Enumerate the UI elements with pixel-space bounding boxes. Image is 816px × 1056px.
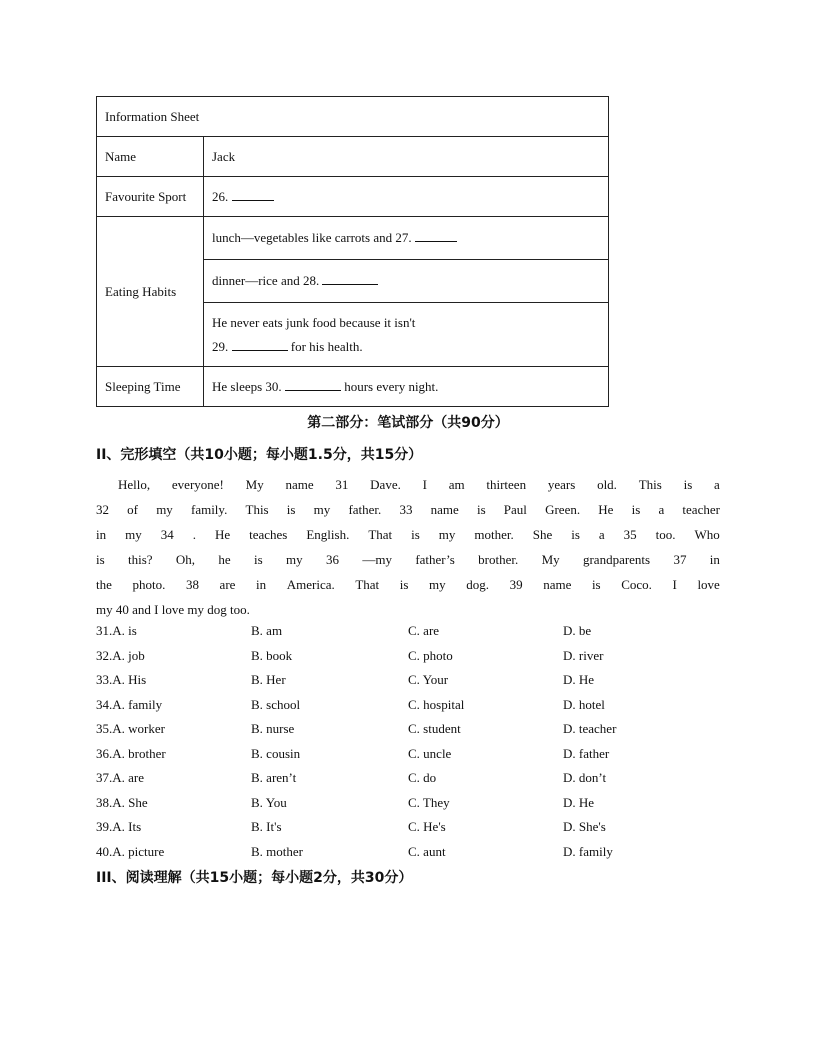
blank-number: 29. (212, 338, 232, 354)
passage-word: my (125, 527, 142, 542)
passage-line (96, 572, 720, 597)
option-c: C. aunt (408, 843, 446, 859)
junk-food-text: He never eats junk food because it isn't (212, 314, 416, 330)
row-value (204, 367, 609, 407)
section-three-title: III、阅读理解（共15小题；每小题2分，共30分） (96, 870, 413, 886)
option-a: 34.A. family (96, 696, 163, 712)
passage-word: in (709, 552, 720, 567)
option-row (96, 815, 720, 840)
passage-word: mother. (474, 527, 514, 542)
passage-word: is (411, 527, 420, 542)
passage-word: old. (597, 477, 617, 492)
option-b: B. cousin (251, 745, 301, 761)
passage-word: are (219, 577, 236, 592)
option-a: 35.A. worker (96, 721, 165, 736)
option-d: D. be (563, 623, 592, 638)
option-c: C. They (408, 794, 450, 810)
passage-word: my (438, 527, 456, 542)
passage-word: Green. (545, 502, 581, 517)
passage-word: is (631, 502, 641, 517)
option-b: B. school (251, 696, 301, 712)
passage-line (96, 522, 720, 547)
passage-word: 36 (326, 552, 340, 567)
passage-word: Coco. (621, 577, 652, 592)
answer-blank (415, 229, 457, 242)
passage-word: is (591, 577, 601, 592)
passage-word: dog. (466, 577, 489, 592)
answer-blank (322, 272, 378, 285)
option-b: B. nurse (251, 721, 295, 736)
option-c: C. are (408, 623, 440, 638)
option-b: B. You (251, 794, 287, 810)
passage-word: 39 (509, 577, 523, 592)
option-a: 38.A. She (96, 794, 148, 810)
row-value (204, 217, 609, 260)
table-row (97, 177, 609, 217)
passage-word: photo. (132, 577, 166, 592)
option-a: 40.A. picture (96, 843, 165, 859)
table-row (97, 217, 609, 260)
cloze-passage (96, 472, 720, 622)
passage-word: . (192, 527, 196, 542)
option-d: D. He (563, 672, 595, 687)
option-a: 39.A. Its (96, 819, 142, 834)
option-row (96, 742, 720, 767)
option-a: 31.A. is (96, 623, 137, 638)
passage-word: I (422, 477, 427, 492)
option-a: 32.A. job (96, 647, 145, 663)
passage-word: my (429, 577, 446, 592)
option-a: 36.A. brother (96, 745, 166, 761)
row-label: Eating Habits (97, 217, 204, 367)
passage-word: in (96, 527, 107, 542)
passage-word: That (355, 577, 380, 592)
option-row (96, 693, 720, 718)
answer-blank (285, 378, 341, 391)
options-list (96, 619, 720, 864)
passage-word: is (286, 502, 296, 517)
passage-word: is (476, 502, 486, 517)
option-d: D. He (563, 794, 595, 810)
passage-word: of (127, 502, 139, 517)
row-value (204, 303, 609, 367)
sleep-text-end: hours every night. (340, 378, 439, 394)
passage-word: I (672, 577, 677, 592)
option-row (96, 644, 720, 669)
table-row (97, 137, 609, 177)
passage-line (96, 472, 720, 497)
passage-word: My (245, 477, 264, 492)
passage-word: a (658, 502, 665, 517)
row-label: Sleeping Time (97, 367, 204, 407)
passage-word: a (598, 527, 605, 542)
passage-word: 33 (399, 502, 413, 517)
passage-word: This (245, 502, 269, 517)
sleep-text: He sleeps 30. (212, 378, 285, 394)
option-row (96, 619, 720, 644)
option-a: 33.A. His (96, 672, 147, 687)
option-b: B. Her (251, 672, 286, 687)
passage-word: thirteen (486, 477, 527, 492)
passage-word: in (256, 577, 267, 592)
passage-word: My (541, 552, 560, 567)
passage-word: That (368, 527, 393, 542)
passage-word: 31 (335, 477, 349, 492)
blank-number: 26. (212, 188, 232, 204)
option-b: B. am (251, 623, 283, 638)
option-c: C. Your (408, 672, 449, 687)
option-c: C. do (408, 770, 437, 785)
answer-blank (232, 188, 274, 201)
junk-food-line-2 (212, 335, 600, 359)
passage-word: Who (694, 527, 720, 542)
passage-word: —my (362, 552, 392, 567)
row-value: Jack (204, 137, 609, 177)
passage-word: Oh, (175, 552, 196, 567)
option-c: C. He's (408, 819, 446, 834)
passage-word: father’s (415, 552, 455, 567)
table-row (97, 367, 609, 407)
health-text: for his health. (287, 338, 363, 354)
passage-word: a (714, 477, 720, 492)
passage-word: 34 (160, 527, 174, 542)
passage-word: is (571, 527, 580, 542)
answer-blank (232, 338, 288, 351)
row-value (204, 177, 609, 217)
passage-word: This (638, 477, 662, 492)
option-b: B. mother (251, 843, 303, 859)
option-c: C. student (408, 721, 461, 736)
passage-word: love (697, 577, 720, 592)
passage-word: name (430, 502, 459, 517)
passage-word: he (218, 552, 231, 567)
passage-word: teaches (249, 527, 288, 542)
section-two-title: II、完形填空（共10小题；每小题1.5分，共15分） (96, 447, 423, 463)
passage-word: my (286, 552, 303, 567)
passage-word: 32 (96, 502, 109, 517)
passage-word: family. (190, 502, 228, 517)
option-d: D. hotel (563, 696, 605, 712)
row-label: Name (97, 137, 204, 177)
option-row (96, 791, 720, 816)
passage-word: everyone! (171, 477, 224, 492)
passage-word: too. (655, 527, 676, 542)
passage-line (96, 497, 720, 522)
option-row (96, 840, 720, 865)
passage-word: is (683, 477, 693, 492)
passage-word: years (547, 477, 576, 492)
eating-dinner-text: dinner—rice and 28. (212, 273, 323, 288)
passage-word: my 40 and I love my dog too. (96, 602, 250, 617)
passage-word: English. (306, 527, 350, 542)
option-b: B. aren’t (251, 770, 297, 785)
passage-word: 35 (623, 527, 637, 542)
option-d: D. family (563, 843, 613, 859)
option-b: B. book (251, 647, 293, 663)
eating-lunch-text: lunch—vegetables like carrots and 27. (212, 230, 415, 245)
row-label: Favourite Sport (97, 177, 204, 217)
passage-word: this? (128, 552, 153, 567)
passage-word: She (532, 527, 553, 542)
table-title-row (97, 97, 609, 137)
passage-word: 37 (673, 552, 687, 567)
part-two-title: 第二部分：笔试部分（共90分） (307, 415, 509, 431)
option-row (96, 717, 720, 742)
option-d: D. river (563, 647, 604, 663)
option-row (96, 668, 720, 693)
passage-word: He (598, 502, 614, 517)
passage-word: brother. (478, 552, 519, 567)
passage-word: is (96, 552, 105, 567)
passage-word: is (254, 552, 263, 567)
option-row (96, 766, 720, 791)
option-d: D. don’t (563, 770, 607, 785)
passage-word: teacher (682, 502, 720, 517)
row-value (204, 260, 609, 303)
passage-word: my (156, 502, 173, 517)
passage-word: name (543, 577, 572, 592)
passage-word: Dave. (370, 477, 401, 492)
option-c: C. hospital (408, 696, 465, 712)
passage-word: my (313, 502, 331, 517)
option-d: D. She's (563, 819, 606, 834)
passage-word: father. (348, 502, 382, 517)
option-a: 37.A. are (96, 770, 145, 785)
option-d: D. teacher (563, 721, 617, 736)
passage-word: am (448, 477, 465, 492)
table-title: Information Sheet (97, 97, 609, 137)
passage-word: 38 (185, 577, 199, 592)
passage-word: America. (286, 577, 335, 592)
passage-word: He (214, 527, 231, 542)
option-b: B. It's (251, 819, 282, 834)
option-c: C. photo (408, 647, 453, 663)
passage-line (96, 547, 720, 572)
passage-word: Paul (503, 502, 527, 517)
passage-word: is (399, 577, 409, 592)
information-sheet-table (96, 96, 609, 407)
passage-word: Hello, (118, 477, 151, 492)
passage-word: name (285, 477, 314, 492)
option-c: C. uncle (408, 745, 452, 761)
passage-word: grandparents (582, 552, 651, 567)
passage-word: the (96, 577, 112, 592)
option-d: D. father (563, 745, 610, 761)
